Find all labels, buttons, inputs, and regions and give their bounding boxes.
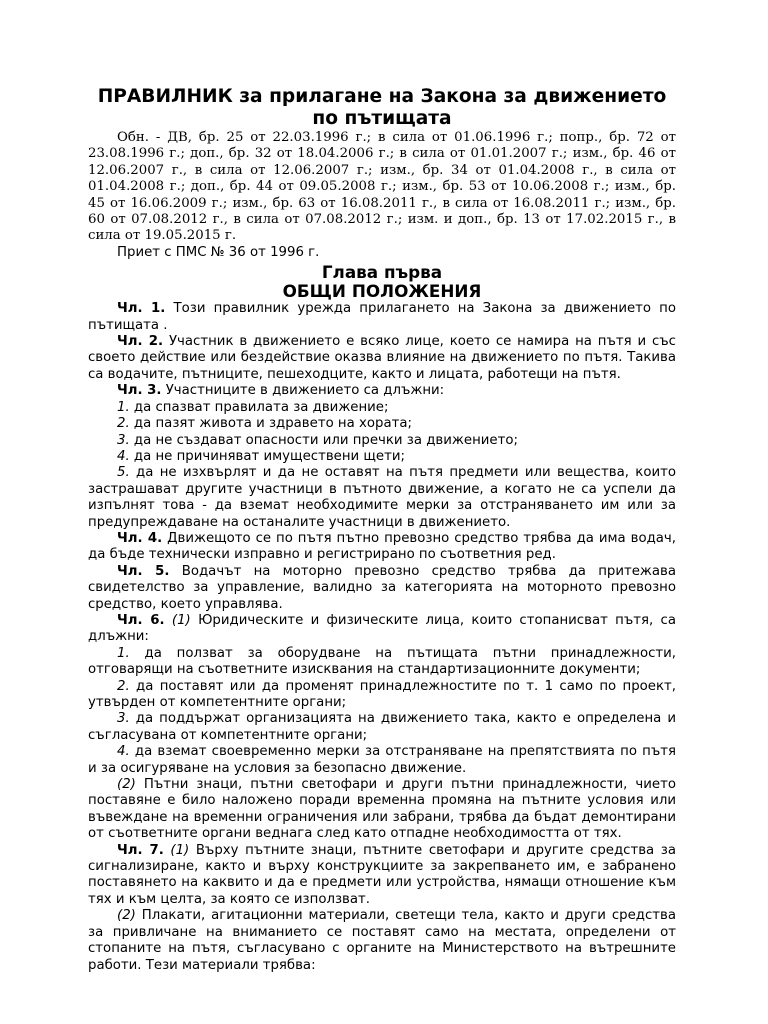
article-5-text: Водачът на моторно превозно средство трябва да притежава свидетелство за управление, валидно за категорията на моторното превозно средство, което управлява.: [88, 563, 677, 612]
article-6-item: [88, 646, 676, 679]
item-number: 2.: [117, 416, 130, 432]
article-1-label: Чл. 1.: [117, 301, 166, 317]
article-3-label: Чл. 3.: [117, 383, 162, 399]
article-3-item: [88, 433, 676, 449]
article-5-label: Чл. 5.: [117, 563, 170, 579]
article-7-paragraph-2: [88, 908, 676, 974]
article-6-item: [88, 744, 676, 777]
item-text: да не изхвърлят и да не оставят на пътя предмети или вещества, които застрашават другите участници в пътното движение, а когато не са успели да изпълнят това - да вземат необходимите мерки за отстраняването им или за предупреждаване на останалите участници в движението.: [88, 465, 676, 530]
article-4: [88, 531, 676, 564]
paragraph-number: (2): [117, 908, 136, 924]
paragraph-number: (2): [117, 777, 136, 793]
item-text: да ползват за оборудване на пътищата пътни принадлежности, отговарящи на съответните изисквания на стандартизационните документи;: [88, 645, 677, 678]
article-6-item: [88, 679, 676, 712]
chapter-title: Глава първа: [321, 262, 443, 283]
article-2-text: Участник в движението е всяко лице, което се намира на пътя и със своето действие или бездействие оказва влияние на движението по пътя. Такива са водачите, пътниците, пешеходците, както и лицата, работещи на пътя.: [88, 334, 676, 382]
item-text: да вземат своевременно мерки за отстраняване на препятствията по пътя и за осигуряване на условия за безопасно движение.: [88, 744, 676, 776]
document-title: ПРАВИЛНИК за прилагане на Закона за движението по пътищата: [97, 86, 667, 129]
item-text: да пазят живота и здравето на хората;: [133, 416, 412, 432]
item-number: 1.: [117, 399, 130, 415]
item-number: 5.: [117, 465, 130, 481]
paragraph-text: Пътни знаци, пътни светофари и други пътни принадлежности, чието поставяне е било наложено поради временна промяна на пътните условия или въвеждане на временни ограничения или забрани, трябва да бъдат демонтирани от съответните органи веднага след като отпадне необходимостта от тях.: [88, 777, 676, 842]
article-7-text: Върху пътните знаци, пътните светофари и другите средства за сигнализиране, както и върху конструкциите за закрепването им, е забранено поставянето на каквито и да е предмети или устройства, нямащи отношение към тях и към целта, за която се използват.: [88, 842, 676, 907]
article-4-label: Чл. 4.: [117, 530, 163, 546]
paragraph-number: (1): [171, 612, 191, 628]
article-2-label: Чл. 2.: [117, 334, 164, 350]
article-6-label: Чл. 6.: [117, 612, 165, 628]
article-6-text: Юридическите и физическите лица, които стопанисват пътя, са длъжни:: [88, 612, 676, 645]
article-6-item: [88, 711, 676, 744]
item-number: 3.: [117, 432, 130, 448]
adoption-note: Приет с ПМС № 36 от 1996 г.: [117, 244, 320, 260]
item-number: 4.: [117, 744, 130, 760]
item-text: да не създават опасности или пречки за движението;: [133, 432, 518, 448]
item-number: 3.: [117, 711, 130, 727]
article-6: [88, 613, 676, 646]
article-2: [88, 334, 676, 383]
item-number: 1.: [117, 645, 130, 661]
item-text: да поддържат организацията на движението така, както е определена и съгласувана от компетентните органи;: [88, 711, 676, 743]
document-page: [88, 86, 676, 974]
article-3-item: [88, 465, 676, 531]
article-4-text: Движещото се по пътя пътно превозно средство трябва да има водач, да бъде технически изправно и регистрирано по съответния ред.: [88, 530, 677, 563]
paragraph-text: Плакати, агитационни материали, светещи тела, както и други средства за привличане на вниманието се поставят само на местата, определени от стопаните на пътя, съгласувано с органите на Министерството на вътрешните работи. Тези материали трябва:: [88, 908, 676, 973]
chapter-subtitle: ОБЩИ ПОЛОЖЕНИЯ: [282, 281, 482, 302]
item-text: да не причиняват имуществени щети;: [133, 448, 405, 464]
article-3-item: [88, 400, 676, 416]
item-number: 4.: [117, 448, 130, 464]
article-7: [88, 843, 676, 909]
article-1: [88, 301, 676, 334]
article-3-item: [88, 416, 676, 432]
paragraph-number: (1): [170, 842, 190, 858]
article-3: [88, 383, 676, 399]
publication-info: Обн. - ДВ, бр. 25 от 22.03.1996 г.; в сила от 01.06.1996 г.; попр., бр. 72 от 23.08.1996 г.; доп., бр. 32 от 18.04.2006 г.; в сила от 01.01.2007 г.; изм., бр. 46 от 12.06.2007 г., в сила от 12.06.2007 г.; изм., бр. 34 от 01.04.2008 г., в сила от 01.04.2008 г.; доп., бр. 44 от 09.05.2008 г.; изм., бр. 53 от 10.06.2008 г.; изм., бр. 45 от 16.06.2009 г.; изм., бр. 63 от 16.08.2011 г., в сила от 16.08.2011 г.; изм., бр. 60 от 07.08.2012 г., в сила от 07.08.2012 г.; изм. и доп., бр. 13 от 17.02.2015 г., в сила от 19.05.2015 г.: [88, 130, 676, 244]
article-3-text: Участниците в движението са длъжни:: [165, 383, 445, 399]
item-text: да поставят или да променят принадлежностите по т. 1 само по проект, утвърден от компетентните органи;: [88, 678, 676, 710]
item-text: да спазват правилата за движение;: [133, 399, 389, 415]
article-6-paragraph-2: [88, 777, 676, 843]
article-7-label: Чл. 7.: [117, 842, 164, 858]
article-3-item: [88, 449, 676, 465]
article-1-text: Този правилник урежда прилагането на Закона за движението по пътищата .: [88, 301, 676, 333]
article-5: [88, 564, 676, 613]
item-number: 2.: [117, 678, 130, 694]
